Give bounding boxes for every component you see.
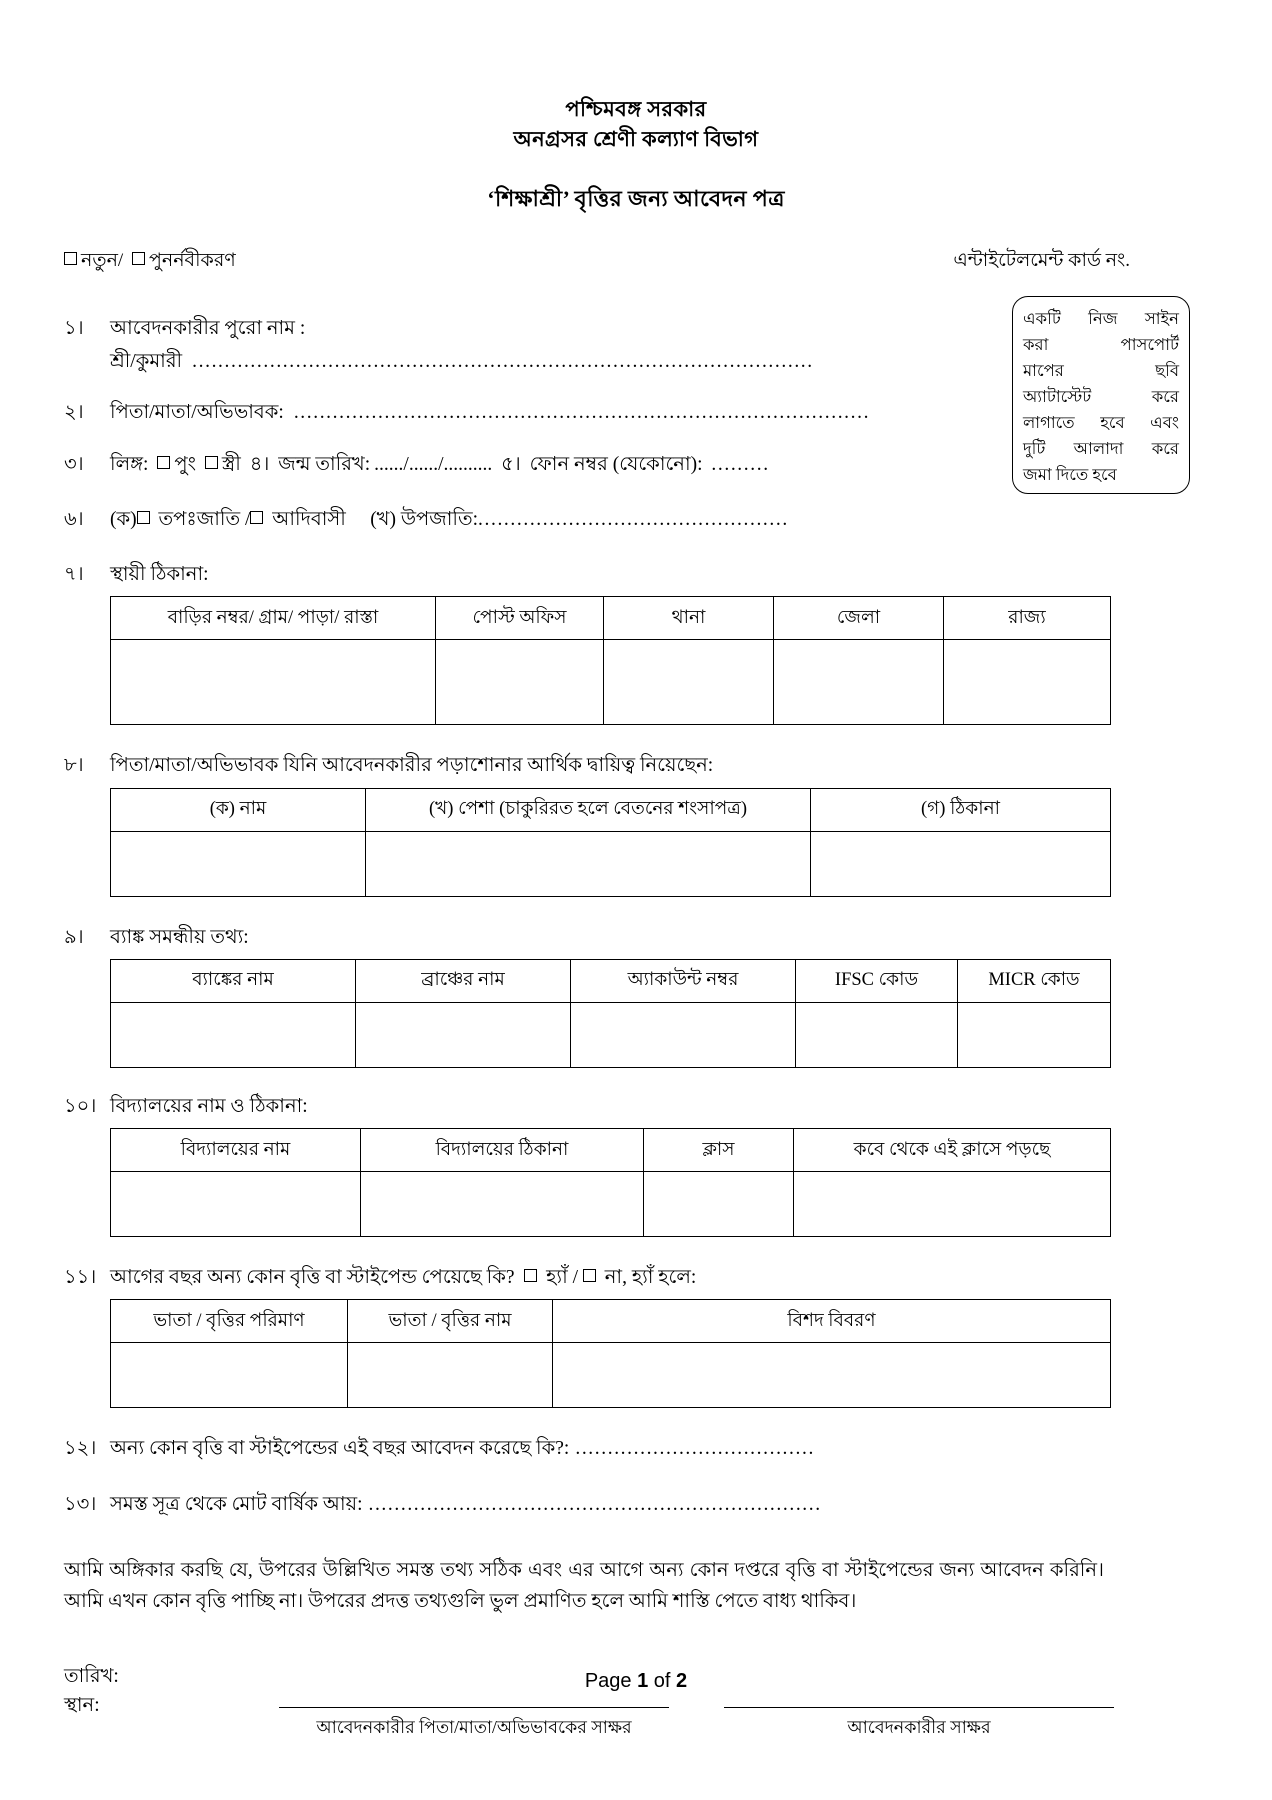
question-13	[64, 1490, 1208, 1519]
question-13-number: ১৩।	[64, 1493, 97, 1515]
photo-box-word: পাসপোর্ট	[1120, 335, 1179, 355]
column-header: ব্রাঞ্চের নাম	[356, 959, 571, 1002]
question-6-body	[110, 505, 1208, 534]
table-header-row	[111, 959, 1111, 1002]
photo-box-word: জমা	[1023, 465, 1052, 485]
checkbox-icon[interactable]	[205, 456, 218, 469]
table-cell[interactable]	[958, 1002, 1111, 1067]
question-3-4-5	[64, 450, 1208, 479]
photo-box-word: করে	[1151, 439, 1179, 459]
question-9-number: ৯।	[64, 926, 84, 948]
table-cell[interactable]	[111, 640, 436, 725]
table-cell[interactable]	[571, 1002, 796, 1067]
question-1-label: আবেদনকারীর পুরো নাম :	[110, 317, 306, 339]
table-row	[111, 1002, 1111, 1067]
dob-input[interactable]: ....../....../..........	[374, 453, 493, 475]
new-application-label: নতুন/	[81, 249, 124, 271]
column-header: বাড়ির নম্বর/ গ্রাম/ পাড়া/ রাস্তা	[111, 597, 436, 640]
gender-female-option[interactable]	[205, 454, 241, 475]
table-header-row	[111, 1129, 1111, 1172]
photo-box-word: হবে	[1092, 465, 1117, 485]
photo-box-word: নিজ	[1088, 309, 1118, 328]
school-details-table	[110, 1128, 1111, 1237]
footer-total-pages: 2	[676, 1670, 688, 1692]
slash-separator: /	[244, 508, 251, 530]
table-cell[interactable]	[361, 1172, 644, 1237]
entitlement-card-label: এন্টাইটেলমেন্ট কার্ড নং.	[953, 249, 1130, 271]
gender-label: লিঙ্গ:	[110, 453, 149, 475]
previous-scholarship-table	[110, 1299, 1111, 1408]
annual-income-input[interactable]: ......................................................................	[368, 1493, 822, 1515]
signature-block	[64, 1689, 1208, 1753]
gender-female-label: স্ত্রী	[221, 453, 241, 475]
column-header: অ্যাকাউন্ট নম্বর	[571, 959, 796, 1002]
applicant-signature-caption: আবেদনকারীর সাক্ষর	[847, 1716, 991, 1737]
column-header: বিদ্যালয়ের নাম	[111, 1129, 361, 1172]
column-header: বিশদ বিবরণ	[553, 1300, 1111, 1343]
table-row	[111, 640, 1111, 725]
table-cell[interactable]	[348, 1343, 553, 1408]
applicant-name-row	[110, 347, 1208, 376]
dob-label: জন্ম তারিখ:	[278, 453, 371, 475]
question-11-number: ১১।	[64, 1267, 97, 1289]
question-12-label: অন্য কোন বৃত্তি বা স্টাইপেন্ডের এই বছর আবেদন করেছে কি?:	[110, 1438, 570, 1460]
photo-box-word: লাগাতে	[1023, 413, 1075, 433]
column-header: ক্লাস	[644, 1129, 794, 1172]
govt-title: পশ্চিমবঙ্গ সরকার	[565, 97, 707, 121]
scheduled-tribe-label: আদিবাসী	[272, 508, 346, 530]
column-header: (খ) পেশা (চাকুরিরত হলে বেতনের শংসাপত্র)	[366, 788, 811, 831]
photo-box-word: মাপের	[1023, 361, 1064, 381]
checkbox-icon[interactable]	[250, 511, 263, 524]
photo-box-word: করে	[1151, 387, 1179, 407]
sub-tribe-input[interactable]: ................................................	[478, 508, 789, 530]
question-7-number: ৭।	[64, 564, 84, 586]
question-1-body	[110, 314, 1208, 377]
new-application-option[interactable]	[64, 250, 123, 271]
column-header: ব্যাঙ্কের নাম	[111, 959, 356, 1002]
applicant-name-input[interactable]: ................................................................................................	[192, 351, 814, 373]
question-6	[64, 505, 1208, 534]
phone-input[interactable]: .........	[711, 453, 770, 475]
column-header: কবে থেকে এই ক্লাসে পড়ছে	[794, 1129, 1111, 1172]
photo-box-word: একটি	[1023, 309, 1061, 328]
prev-scholarship-yes-label: হ্যাঁ	[546, 1267, 568, 1289]
checkbox-icon[interactable]	[137, 511, 150, 524]
gender-male-label: পুং	[174, 453, 196, 475]
question-10-number: ১০।	[64, 1095, 97, 1117]
question-2-body	[110, 398, 1208, 427]
column-header: ভাতা / বৃত্তির নাম	[348, 1300, 553, 1343]
question-9-label: ব্যাঙ্ক সমন্ধীয় তথ্য:	[110, 926, 249, 948]
place-label: স্থান:	[64, 1695, 100, 1717]
date-label: তারিখ:	[64, 1666, 119, 1688]
table-header-row	[111, 788, 1111, 831]
footer-middle: of	[648, 1670, 677, 1692]
checkbox-icon[interactable]	[524, 1269, 537, 1282]
table-cell[interactable]	[796, 1002, 958, 1067]
table-cell[interactable]	[111, 1002, 356, 1067]
table-cell[interactable]	[794, 1172, 1111, 1237]
question-12-body	[110, 1434, 1208, 1463]
question-12	[64, 1434, 1208, 1463]
table-cell[interactable]	[111, 1172, 361, 1237]
column-header: IFSC কোড	[796, 959, 958, 1002]
table-header-row	[111, 597, 1111, 640]
question-6-part-a: (ক)	[110, 508, 137, 530]
column-header: (ক) নাম	[111, 788, 366, 831]
question-5-number: ৫।	[501, 453, 521, 475]
checkbox-icon[interactable]	[132, 252, 145, 265]
applicant-name-prefix: শ্রী/কুমারী	[110, 351, 183, 373]
table-cell[interactable]	[944, 640, 1111, 725]
table-row	[111, 1343, 1111, 1408]
photo-box-word: দিতে	[1055, 465, 1089, 485]
prev-scholarship-no-label: না, হ্যাঁ হলে:	[604, 1267, 697, 1289]
column-header: পোস্ট অফিস	[436, 597, 604, 640]
table-cell[interactable]	[366, 831, 811, 896]
question-6-part-b: (খ)	[370, 508, 396, 530]
photo-box-word: এবং	[1150, 413, 1179, 433]
photo-box-word: অ্যাটাস্টেট	[1023, 387, 1092, 407]
slash-separator: /	[572, 1267, 579, 1289]
application-type-row	[64, 246, 1208, 278]
question-13-body	[110, 1490, 1208, 1519]
table-row	[111, 831, 1111, 896]
photo-box-word: দুটি	[1023, 439, 1046, 459]
column-header: MICR কোড	[958, 959, 1111, 1002]
checkbox-icon[interactable]	[157, 456, 170, 469]
table-cell[interactable]	[604, 640, 774, 725]
renewal-application-option[interactable]	[132, 250, 236, 271]
gender-male-option[interactable]	[157, 454, 196, 475]
page-footer	[0, 1670, 1272, 1693]
table-cell[interactable]	[774, 640, 944, 725]
column-header: থানা	[604, 597, 774, 640]
table-cell[interactable]	[644, 1172, 794, 1237]
question-7	[64, 560, 1208, 589]
guardian-signature-line[interactable]	[279, 1707, 669, 1708]
current-year-application-input[interactable]: .....................................	[575, 1438, 815, 1460]
table-row	[111, 1172, 1111, 1237]
column-header: জেলা	[774, 597, 944, 640]
question-10-label: বিদ্যালয়ের নাম ও ঠিকানা:	[110, 1095, 308, 1117]
table-cell[interactable]	[436, 640, 604, 725]
financial-guardian-table	[110, 788, 1111, 897]
column-header: রাজ্য	[944, 597, 1111, 640]
guardian-name-input[interactable]: .........................................................................................	[293, 402, 871, 424]
question-12-number: ১২।	[64, 1438, 97, 1460]
column-header: ভাতা / বৃত্তির পরিমাণ	[111, 1300, 348, 1343]
application-type-options	[64, 246, 240, 278]
question-10	[64, 1092, 1208, 1121]
question-1-number: ১।	[64, 317, 84, 339]
question-6-number: ৬।	[64, 508, 84, 530]
photo-box-word: করা	[1023, 335, 1049, 355]
question-11-body	[110, 1263, 1208, 1292]
question-13-label: সমস্ত সূত্র থেকে মোট বার্ষিক আয়:	[110, 1493, 363, 1515]
table-cell[interactable]	[356, 1002, 571, 1067]
question-3-number: ৩।	[64, 453, 84, 475]
column-header: বিদ্যালয়ের ঠিকানা	[361, 1129, 644, 1172]
form-title: ‘শিক্ষাশ্রী’ বৃত্তির জন্য আবেদন পত্র	[487, 185, 785, 211]
question-7-label: স্থায়ী ঠিকানা:	[110, 564, 209, 586]
question-8-number: ৮।	[64, 755, 84, 777]
question-3-body	[110, 450, 1208, 479]
photo-box-word: ছবি	[1155, 361, 1179, 381]
sub-tribe-label: উপজাতি:	[400, 508, 479, 530]
question-11	[64, 1263, 1208, 1292]
question-8-label: পিতা/মাতা/অভিভাবক যিনি আবেদনকারীর পড়াশোনার আর্থিক দ্বায়িত্ব নিয়েছেন:	[110, 755, 714, 777]
checkbox-icon[interactable]	[64, 252, 77, 265]
question-1	[64, 314, 1208, 377]
renewal-application-label: পুনর্নবীকরণ	[148, 249, 236, 271]
declaration-text: আমি অঙ্গিকার করছি যে, উপরের উল্লিখিত সমস্ত তথ্য সঠিক এবং এর আগে অন্য কোন দপ্তরে বৃত্তি বা স্টাইপেন্ডের জন্য আবেদন করিনি। আমি এখন কোন বৃত্তি পাচ্ছি না। উপরের প্রদত্ত তথ্যগুলি ভুল প্রমাণিত হলে আমি শাস্তি পেতে বাধ্য থাকিব।	[64, 1559, 1104, 1613]
photo-box-word: হবে	[1100, 413, 1125, 433]
question-2	[64, 398, 1208, 427]
question-2-label: পিতা/মাতা/অভিভাবক:	[110, 402, 284, 424]
guardian-signature-caption: আবেদনকারীর পিতা/মাতা/অভিভাবকের সাক্ষর	[316, 1716, 632, 1737]
photo-box-word: আলাদা	[1073, 439, 1124, 459]
table-cell[interactable]	[111, 831, 366, 896]
question-4-number: ৪।	[249, 453, 270, 475]
column-header: (গ) ঠিকানা	[811, 788, 1111, 831]
department-title: অনগ্রসর শ্রেণী কল্যাণ বিভাগ	[513, 126, 759, 151]
scheduled-caste-label: তপঃজাতি	[158, 508, 241, 530]
table-header-row	[111, 1300, 1111, 1343]
table-cell[interactable]	[111, 1343, 348, 1408]
permanent-address-table	[110, 596, 1111, 725]
checkbox-icon[interactable]	[583, 1269, 596, 1282]
applicant-signature-line[interactable]	[724, 1707, 1114, 1708]
question-2-number: ২।	[64, 402, 84, 424]
footer-prefix: Page	[584, 1670, 638, 1692]
table-cell[interactable]	[553, 1343, 1111, 1408]
photo-box-word: সাইন	[1144, 309, 1179, 328]
question-8	[64, 751, 1208, 780]
table-cell[interactable]	[811, 831, 1111, 896]
question-9	[64, 923, 1208, 952]
question-11-label: আগের বছর অন্য কোন বৃত্তি বা স্টাইপেন্ড পেয়েছে কি?	[110, 1267, 515, 1289]
footer-current-page: 1	[637, 1670, 649, 1692]
bank-details-table	[110, 959, 1111, 1068]
phone-label: ফোন নম্বর (যেকোনো):	[529, 453, 703, 475]
